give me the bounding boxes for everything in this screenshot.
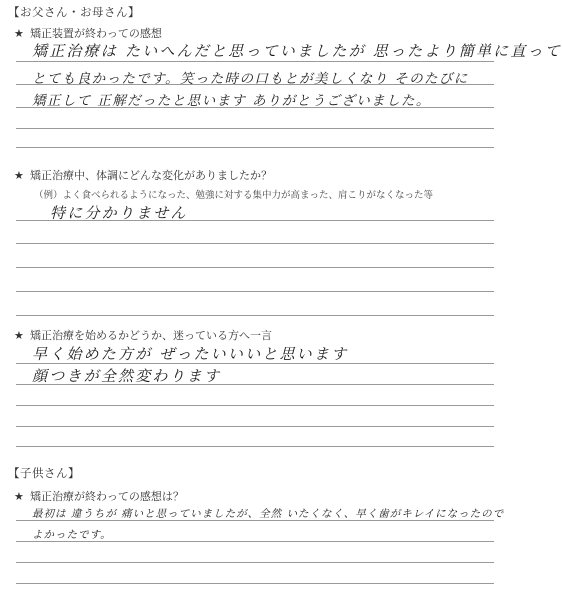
handwritten-answer-line: よかったです。 bbox=[32, 529, 112, 541]
answer-rule bbox=[16, 107, 494, 108]
answer-rule bbox=[16, 583, 494, 584]
answer-rule bbox=[16, 520, 494, 521]
star-icon: ★ bbox=[14, 490, 24, 503]
answer-rule bbox=[16, 315, 494, 316]
answer-rule bbox=[16, 363, 494, 364]
example-hint: （例）よく食べられるようになった、勉強に対する集中力が高まった、肩こりがなくなった等 bbox=[34, 190, 434, 201]
answer-rule bbox=[16, 267, 494, 268]
handwritten-answer-line: 最初は 違うちが 痛いと思っていましたが、全然 いたくなく、早く歯がキレイになったので bbox=[32, 508, 505, 520]
handwritten-answer-line: とても良かったです。笑った時の口もとが美しくなり そのたびに bbox=[32, 71, 469, 87]
question-parents-impression bbox=[14, 25, 162, 41]
section-header-parents: 【お父さん・お母さん】 bbox=[8, 5, 140, 19]
star-icon: ★ bbox=[14, 329, 24, 342]
answer-rule bbox=[16, 541, 494, 542]
answer-rule bbox=[16, 405, 494, 406]
question-text: 矯正治療が終わっての感想は？ bbox=[30, 490, 184, 503]
handwritten-answer-line: 矯正して 正解だったと思います ありがとうございました。 bbox=[32, 93, 431, 109]
answer-rule bbox=[16, 147, 494, 148]
answer-rule bbox=[16, 291, 494, 292]
answer-rule bbox=[16, 426, 494, 427]
question-parents-health-change bbox=[14, 167, 272, 183]
question-parents-advice bbox=[14, 327, 272, 343]
handwritten-answer-line: 早く始めた方が ぜったいいいと思います bbox=[32, 345, 349, 363]
answer-rule bbox=[16, 220, 494, 221]
answer-rule bbox=[16, 61, 494, 62]
star-icon: ★ bbox=[14, 169, 24, 182]
question-text: 矯正治療中、体調にどんな変化がありましたか？ bbox=[30, 169, 272, 182]
question-text: 矯正治療を始めるかどうか、迷っている方へ一言 bbox=[30, 329, 272, 342]
handwritten-answer-line: 特に分かりません bbox=[50, 204, 188, 222]
answer-rule bbox=[16, 243, 494, 244]
section-header-child: 【子供さん】 bbox=[8, 466, 80, 480]
handwritten-answer-line: 矯正治療は たいへんだと思っていましたが 思ったより簡単に直って bbox=[32, 42, 562, 60]
answer-rule bbox=[16, 384, 494, 385]
handwritten-answer-line: 顔つきが全然変わります bbox=[32, 367, 222, 385]
star-icon: ★ bbox=[14, 27, 24, 40]
answer-rule bbox=[16, 84, 494, 85]
answer-rule bbox=[16, 562, 494, 563]
answer-rule bbox=[16, 446, 494, 447]
question-child-impression bbox=[14, 488, 184, 504]
question-text: 矯正装置が終わっての感想 bbox=[30, 27, 162, 40]
answer-rule bbox=[16, 128, 494, 129]
